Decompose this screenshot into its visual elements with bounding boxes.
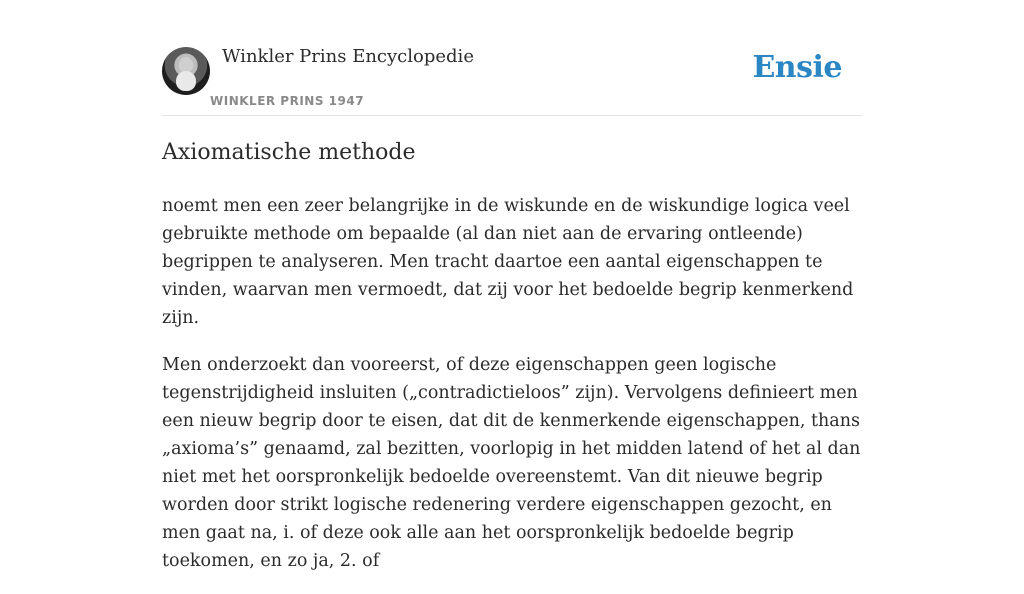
brand-logo[interactable]: Ensie <box>752 50 842 85</box>
article-title: Axiomatische methode <box>162 140 416 165</box>
article-paragraph: Men onderzoekt dan vooreerst, of deze eigenschappen geen logische tegenstrijdigheid insluiten („contradictieloos” zijn). Vervolgens definieert men een nieuw begrip door te eisen, dat dit de kenmerkende eigenschappen, thans „axioma’s” genaamd, zal bezitten, voorlopig in het midden latend of het al dan niet met het oorspronkelijk bedoelde overeenstemt. Van dit nieuwe begrip worden door strikt logische redenering verdere eigenschappen gezocht, en men gaat na, i. of deze ook alle aan het oorspronkelijk bedoelde begrip toekomen, en zo ja, 2. of <box>162 355 861 571</box>
article-body <box>162 192 862 594</box>
page <box>162 0 862 571</box>
avatar-beard <box>176 71 196 91</box>
edition-subtitle[interactable]: WINKLER PRINS 1947 <box>210 94 365 108</box>
portrait-avatar-icon[interactable] <box>162 47 210 95</box>
header <box>162 0 862 116</box>
site-title[interactable]: Winkler Prins Encyclopedie <box>222 46 474 67</box>
article-paragraph: noemt men een zeer belangrijke in de wiskunde en de wiskundige logica veel gebruikte methode om bepaalde (al dan niet aan de ervaring ontleende) begrippen te analyseren. Men tracht daartoe een aantal eigenschappen te vinden, waarvan men vermoedt, dat zij voor het bedoelde begrip kenmerkend zijn. <box>162 196 854 328</box>
